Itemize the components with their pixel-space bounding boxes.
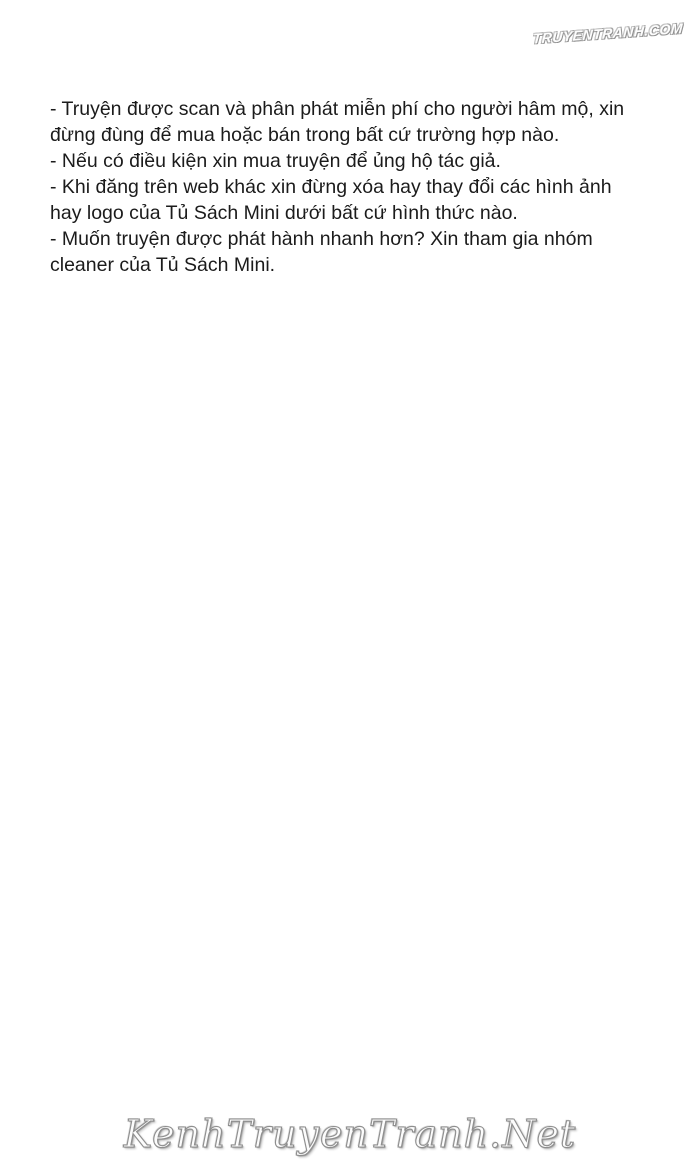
disclaimer-line: hay logo của Tủ Sách Mini dưới bất cứ hình thức nào. xyxy=(50,202,518,224)
disclaimer-line: cleaner của Tủ Sách Mini. xyxy=(50,254,276,276)
disclaimer-text-block xyxy=(50,96,670,278)
disclaimer-line: - Khi đăng trên web khác xin đừng xóa hay thay đổi các hình ảnh xyxy=(50,176,612,198)
disclaimer-line: - Muốn truyện được phát hành nhanh hơn? Xin tham gia nhóm xyxy=(50,228,593,250)
disclaimer-line: đừng đùng để mua hoặc bán trong bất cứ trường hợp nào. xyxy=(50,124,560,146)
site-logo-text: KenhTruyenTranh.Net xyxy=(123,1112,577,1156)
site-watermark: TRUYENTRANH.COM xyxy=(532,20,684,47)
disclaimer-line: - Truyện được scan và phân phát miễn phí cho người hâm mộ, xin xyxy=(50,98,625,120)
disclaimer-line: - Nếu có điều kiện xin mua truyện để ủng hộ tác giả. xyxy=(50,150,501,172)
